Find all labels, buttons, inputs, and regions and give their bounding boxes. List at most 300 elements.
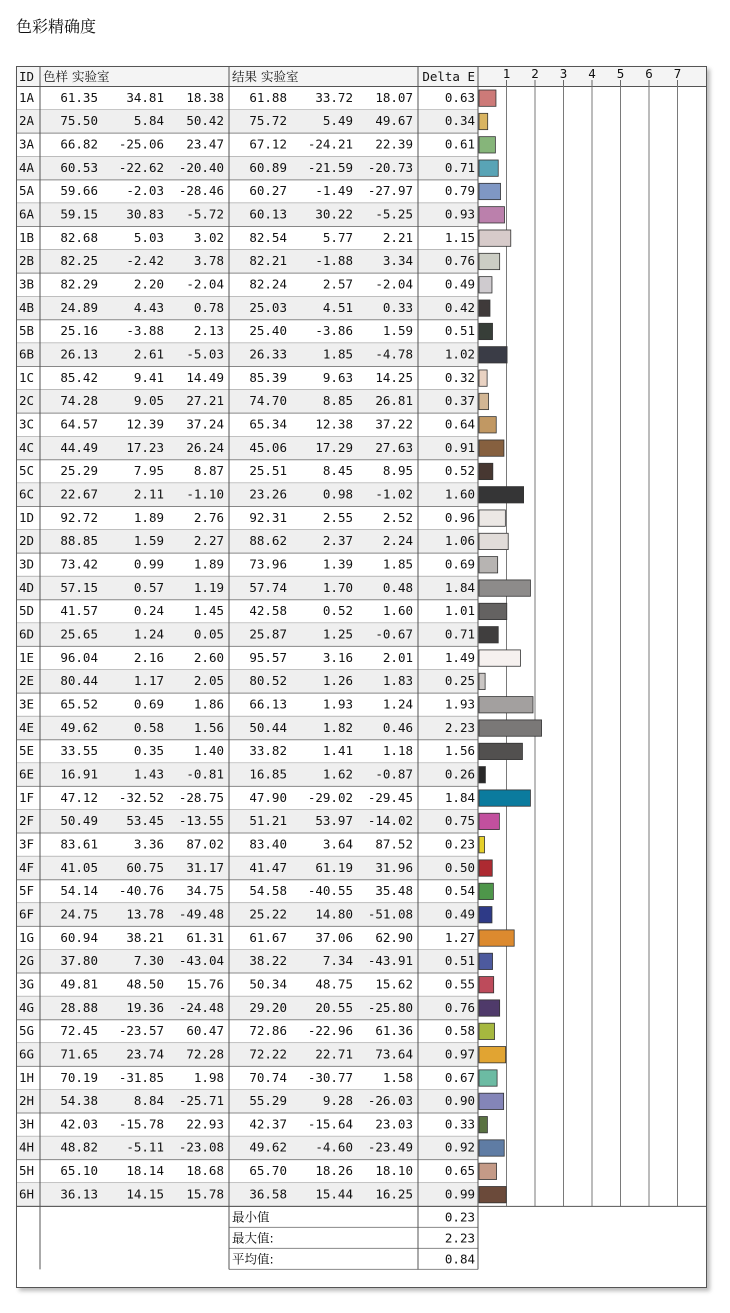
summary-value: 0.84 bbox=[444, 1251, 475, 1267]
sample-lab-value: 82.25 bbox=[60, 253, 98, 269]
sample-lab-value: 2.20 bbox=[133, 276, 164, 292]
sample-lab-value: 16.91 bbox=[60, 766, 98, 782]
sample-lab-value: 61.31 bbox=[186, 929, 224, 945]
delta-e-value: 0.93 bbox=[444, 206, 475, 222]
sample-lab-value: -25.06 bbox=[118, 136, 164, 152]
sample-lab-value: -5.11 bbox=[126, 1139, 164, 1155]
sample-lab-value: 25.29 bbox=[60, 463, 98, 479]
sample-lab-value: 2.16 bbox=[133, 649, 164, 665]
delta-e-value: 0.25 bbox=[444, 673, 475, 689]
result-lab-value: -4.78 bbox=[375, 346, 413, 362]
delta-e-value: 0.52 bbox=[444, 463, 475, 479]
delta-e-bar bbox=[479, 487, 524, 503]
sample-lab-value: 72.45 bbox=[60, 1023, 98, 1039]
sample-lab-value: 1.45 bbox=[193, 603, 224, 619]
result-lab-value: 42.37 bbox=[249, 1116, 287, 1132]
result-lab-value: 18.07 bbox=[375, 89, 413, 105]
sample-lab-value: -15.78 bbox=[118, 1116, 164, 1132]
row-id: 4C bbox=[19, 439, 35, 455]
sample-lab-value: -25.71 bbox=[178, 1093, 224, 1109]
result-lab-value: 8.85 bbox=[322, 393, 353, 409]
sample-lab-value: 4.43 bbox=[133, 299, 164, 315]
sample-lab-value: 96.04 bbox=[60, 649, 98, 665]
result-lab-value: 50.44 bbox=[249, 719, 287, 735]
result-lab-value: 85.39 bbox=[249, 369, 287, 385]
row-id: 1F bbox=[19, 789, 35, 805]
header-sample: 色样 实验室 bbox=[43, 69, 110, 84]
result-lab-value: 92.31 bbox=[249, 509, 287, 525]
row-id: 3G bbox=[19, 976, 35, 992]
delta-e-value: 0.55 bbox=[444, 976, 475, 992]
delta-e-bar bbox=[479, 883, 493, 899]
delta-e-bar bbox=[479, 673, 485, 689]
delta-e-value: 0.71 bbox=[444, 626, 475, 642]
delta-e-value: 1.84 bbox=[444, 789, 475, 805]
row-id: 3H bbox=[19, 1116, 35, 1132]
result-lab-value: -40.55 bbox=[307, 883, 353, 899]
delta-e-value: 1.01 bbox=[444, 603, 475, 619]
delta-e-value: 1.93 bbox=[444, 696, 475, 712]
row-id: 4D bbox=[19, 579, 35, 595]
delta-e-bar bbox=[479, 440, 504, 456]
result-lab-value: 2.55 bbox=[322, 509, 353, 525]
result-lab-value: -5.25 bbox=[375, 206, 413, 222]
delta-e-bar bbox=[479, 1163, 497, 1179]
sample-lab-value: 2.76 bbox=[193, 509, 224, 525]
sample-lab-value: -5.72 bbox=[186, 206, 224, 222]
sample-lab-value: 2.05 bbox=[193, 673, 224, 689]
result-lab-value: 17.29 bbox=[315, 439, 353, 455]
row-id: 1C bbox=[19, 369, 35, 385]
result-lab-value: 95.57 bbox=[249, 649, 287, 665]
result-lab-value: -4.60 bbox=[315, 1139, 353, 1155]
result-lab-value: 37.06 bbox=[315, 929, 353, 945]
result-lab-value: 26.81 bbox=[375, 393, 413, 409]
delta-e-value: 0.92 bbox=[444, 1139, 475, 1155]
sample-lab-value: 3.36 bbox=[133, 836, 164, 852]
delta-e-bar bbox=[479, 183, 501, 199]
result-lab-value: 1.26 bbox=[322, 673, 353, 689]
row-id: 5F bbox=[19, 883, 35, 899]
sample-lab-value: 33.55 bbox=[60, 743, 98, 759]
result-lab-value: 25.87 bbox=[249, 626, 287, 642]
sample-lab-value: 1.56 bbox=[193, 719, 224, 735]
sample-lab-value: 1.59 bbox=[133, 533, 164, 549]
result-lab-value: 55.29 bbox=[249, 1093, 287, 1109]
result-lab-value: 61.67 bbox=[249, 929, 287, 945]
sample-lab-value: 24.89 bbox=[60, 299, 98, 315]
row-id: 6A bbox=[19, 206, 35, 222]
result-lab-value: 82.24 bbox=[249, 276, 287, 292]
sample-lab-value: 66.82 bbox=[60, 136, 98, 152]
sample-lab-value: 1.24 bbox=[133, 626, 164, 642]
result-lab-value: 1.83 bbox=[382, 673, 413, 689]
delta-e-value: 1.02 bbox=[444, 346, 475, 362]
sample-lab-value: 5.84 bbox=[133, 113, 164, 129]
result-lab-value: 18.26 bbox=[315, 1163, 353, 1179]
result-lab-value: 16.85 bbox=[249, 766, 287, 782]
axis-tick-label: 7 bbox=[673, 66, 682, 81]
result-lab-value: 8.95 bbox=[382, 463, 413, 479]
result-lab-value: -1.88 bbox=[315, 253, 353, 269]
result-lab-value: 57.74 bbox=[249, 579, 287, 595]
sample-lab-value: 26.13 bbox=[60, 346, 98, 362]
result-lab-value: 82.21 bbox=[249, 253, 287, 269]
header-id: ID bbox=[19, 69, 35, 84]
sample-lab-value: -3.88 bbox=[126, 323, 164, 339]
result-lab-value: -24.21 bbox=[307, 136, 353, 152]
sample-lab-value: -1.10 bbox=[186, 486, 224, 502]
sample-lab-value: 0.58 bbox=[133, 719, 164, 735]
sample-lab-value: 42.03 bbox=[60, 1116, 98, 1132]
result-lab-value: 3.34 bbox=[382, 253, 413, 269]
delta-e-bar bbox=[479, 533, 508, 549]
delta-e-value: 0.97 bbox=[444, 1046, 475, 1062]
result-lab-value: 14.80 bbox=[315, 906, 353, 922]
result-lab-value: 25.22 bbox=[249, 906, 287, 922]
sample-lab-value: 59.66 bbox=[60, 183, 98, 199]
row-id: 3C bbox=[19, 416, 35, 432]
sample-lab-value: 23.74 bbox=[126, 1046, 164, 1062]
result-lab-value: 25.03 bbox=[249, 299, 287, 315]
delta-e-bar bbox=[479, 1023, 495, 1039]
delta-e-bar bbox=[479, 277, 492, 293]
result-lab-value: 75.72 bbox=[249, 113, 287, 129]
result-lab-value: -29.02 bbox=[307, 789, 353, 805]
sample-lab-value: -13.55 bbox=[178, 813, 224, 829]
summary-label: 平均值: bbox=[232, 1251, 274, 1267]
sample-lab-value: 71.65 bbox=[60, 1046, 98, 1062]
sample-lab-value: 14.49 bbox=[186, 369, 224, 385]
result-lab-value: 0.33 bbox=[382, 299, 413, 315]
sample-lab-value: 48.82 bbox=[60, 1139, 98, 1155]
sample-lab-value: 37.80 bbox=[60, 953, 98, 969]
result-lab-value: 9.63 bbox=[322, 369, 353, 385]
sample-lab-value: 60.94 bbox=[60, 929, 98, 945]
delta-e-value: 1.60 bbox=[444, 486, 475, 502]
delta-e-value: 2.23 bbox=[444, 719, 475, 735]
header-delta: Delta E bbox=[422, 69, 475, 84]
result-lab-value: 1.18 bbox=[382, 743, 413, 759]
delta-e-value: 1.06 bbox=[444, 533, 475, 549]
sample-lab-value: -22.62 bbox=[118, 159, 164, 175]
row-id: 5A bbox=[19, 183, 35, 199]
result-lab-value: 60.13 bbox=[249, 206, 287, 222]
result-lab-value: 37.22 bbox=[375, 416, 413, 432]
delta-e-bar bbox=[479, 930, 514, 946]
result-lab-value: 42.58 bbox=[249, 603, 287, 619]
result-lab-value: 22.71 bbox=[315, 1046, 353, 1062]
sample-lab-value: 15.76 bbox=[186, 976, 224, 992]
sample-lab-value: 0.78 bbox=[193, 299, 224, 315]
row-id: 1A bbox=[19, 89, 35, 105]
delta-e-bar bbox=[479, 767, 485, 783]
delta-e-value: 0.42 bbox=[444, 299, 475, 315]
delta-e-bar bbox=[479, 137, 495, 153]
result-lab-value: 2.21 bbox=[382, 229, 413, 245]
sample-lab-value: 3.02 bbox=[193, 229, 224, 245]
row-id: 4H bbox=[19, 1139, 35, 1155]
row-id: 3E bbox=[19, 696, 35, 712]
delta-e-bar bbox=[479, 1093, 504, 1109]
delta-e-value: 0.90 bbox=[444, 1093, 475, 1109]
sample-lab-value: -0.81 bbox=[186, 766, 224, 782]
row-id: 1E bbox=[19, 649, 35, 665]
result-lab-value: 1.85 bbox=[382, 556, 413, 572]
delta-e-value: 0.50 bbox=[444, 859, 475, 875]
result-lab-value: 61.19 bbox=[315, 859, 353, 875]
sample-lab-value: 74.28 bbox=[60, 393, 98, 409]
result-lab-value: 30.22 bbox=[315, 206, 353, 222]
result-lab-value: 33.82 bbox=[249, 743, 287, 759]
result-lab-value: 61.88 bbox=[249, 89, 287, 105]
delta-e-bar bbox=[479, 1000, 500, 1016]
delta-e-value: 0.49 bbox=[444, 906, 475, 922]
axis-tick-label: 6 bbox=[645, 66, 653, 81]
sample-lab-value: 60.47 bbox=[186, 1023, 224, 1039]
row-id: 5C bbox=[19, 463, 35, 479]
sample-lab-value: 73.42 bbox=[60, 556, 98, 572]
delta-e-value: 1.84 bbox=[444, 579, 475, 595]
result-lab-value: 1.60 bbox=[382, 603, 413, 619]
sample-lab-value: 7.30 bbox=[133, 953, 164, 969]
row-id: 3F bbox=[19, 836, 35, 852]
sample-lab-value: 60.75 bbox=[126, 859, 164, 875]
row-id: 2B bbox=[19, 253, 35, 269]
result-lab-value: 31.96 bbox=[375, 859, 413, 875]
delta-e-value: 0.51 bbox=[444, 953, 475, 969]
sample-lab-value: -28.46 bbox=[178, 183, 224, 199]
row-id: 5E bbox=[19, 743, 35, 759]
delta-e-value: 0.37 bbox=[444, 393, 475, 409]
sample-lab-value: 57.15 bbox=[60, 579, 98, 595]
sample-lab-value: 28.88 bbox=[60, 999, 98, 1015]
result-lab-value: -0.87 bbox=[375, 766, 413, 782]
sample-lab-value: -31.85 bbox=[118, 1069, 164, 1085]
result-lab-value: -22.96 bbox=[307, 1023, 353, 1039]
result-lab-value: 60.27 bbox=[249, 183, 287, 199]
row-id: 6G bbox=[19, 1046, 35, 1062]
sample-lab-value: 2.60 bbox=[193, 649, 224, 665]
row-id: 4B bbox=[19, 299, 35, 315]
result-lab-value: 66.13 bbox=[249, 696, 287, 712]
sample-lab-value: 48.50 bbox=[126, 976, 164, 992]
sample-lab-value: 36.13 bbox=[60, 1186, 98, 1202]
summary-value: 0.23 bbox=[444, 1209, 475, 1225]
delta-e-bar bbox=[479, 720, 542, 736]
sample-lab-value: 1.17 bbox=[133, 673, 164, 689]
sample-lab-value: 13.78 bbox=[126, 906, 164, 922]
sample-lab-value: 9.41 bbox=[133, 369, 164, 385]
delta-e-bar bbox=[479, 837, 485, 853]
delta-e-value: 1.56 bbox=[444, 743, 475, 759]
delta-e-bar bbox=[479, 697, 533, 713]
sample-lab-value: 1.43 bbox=[133, 766, 164, 782]
sample-lab-value: -49.48 bbox=[178, 906, 224, 922]
result-lab-value: 3.16 bbox=[322, 649, 353, 665]
delta-e-bar bbox=[479, 90, 496, 106]
delta-e-value: 0.91 bbox=[444, 439, 475, 455]
sample-lab-value: 38.21 bbox=[126, 929, 164, 945]
row-id: 2C bbox=[19, 393, 35, 409]
sample-lab-value: 75.50 bbox=[60, 113, 98, 129]
delta-e-value: 0.33 bbox=[444, 1116, 475, 1132]
result-lab-value: 38.22 bbox=[249, 953, 287, 969]
sample-lab-value: 9.05 bbox=[133, 393, 164, 409]
row-id: 3A bbox=[19, 136, 35, 152]
result-lab-value: 1.25 bbox=[322, 626, 353, 642]
axis-tick-label: 3 bbox=[559, 66, 568, 81]
result-lab-value: 70.74 bbox=[249, 1069, 287, 1085]
sample-lab-value: 49.81 bbox=[60, 976, 98, 992]
delta-e-bar bbox=[479, 230, 511, 246]
result-lab-value: 33.72 bbox=[315, 89, 353, 105]
sample-lab-value: 50.49 bbox=[60, 813, 98, 829]
result-lab-value: -3.86 bbox=[315, 323, 353, 339]
result-lab-value: 22.39 bbox=[375, 136, 413, 152]
delta-e-bar bbox=[479, 1070, 497, 1086]
sample-lab-value: -32.52 bbox=[118, 789, 164, 805]
result-lab-value: 73.96 bbox=[249, 556, 287, 572]
axis-tick-label: 5 bbox=[616, 66, 625, 81]
sample-lab-value: 1.89 bbox=[193, 556, 224, 572]
result-lab-value: 0.52 bbox=[322, 603, 353, 619]
row-id: 4E bbox=[19, 719, 35, 735]
result-lab-value: -25.80 bbox=[367, 999, 413, 1015]
delta-e-value: 0.51 bbox=[444, 323, 475, 339]
page-title: 色彩精确度 bbox=[16, 17, 97, 36]
sample-lab-value: 5.03 bbox=[133, 229, 164, 245]
delta-e-bar bbox=[479, 1140, 504, 1156]
result-lab-value: 49.62 bbox=[249, 1139, 287, 1155]
result-lab-value: 36.58 bbox=[249, 1186, 287, 1202]
result-lab-value: 88.62 bbox=[249, 533, 287, 549]
sample-lab-value: 17.23 bbox=[126, 439, 164, 455]
delta-e-bar bbox=[479, 813, 499, 829]
sample-lab-value: 65.52 bbox=[60, 696, 98, 712]
sample-lab-value: 2.61 bbox=[133, 346, 164, 362]
result-lab-value: 1.41 bbox=[322, 743, 353, 759]
delta-e-bar bbox=[479, 207, 505, 223]
delta-e-value: 1.27 bbox=[444, 929, 475, 945]
delta-e-value: 0.76 bbox=[444, 999, 475, 1015]
result-lab-value: 50.34 bbox=[249, 976, 287, 992]
result-lab-value: 2.52 bbox=[382, 509, 413, 525]
delta-e-value: 1.15 bbox=[444, 229, 475, 245]
result-lab-value: 18.10 bbox=[375, 1163, 413, 1179]
row-id: 6H bbox=[19, 1186, 35, 1202]
result-lab-value: -27.97 bbox=[367, 183, 413, 199]
result-lab-value: 2.37 bbox=[322, 533, 353, 549]
result-lab-value: 2.01 bbox=[382, 649, 413, 665]
result-lab-value: 16.25 bbox=[375, 1186, 413, 1202]
delta-e-bar bbox=[479, 300, 490, 316]
result-lab-value: 3.64 bbox=[322, 836, 353, 852]
result-lab-value: 1.24 bbox=[382, 696, 413, 712]
sample-lab-value: 27.21 bbox=[186, 393, 224, 409]
sample-lab-value: 18.68 bbox=[186, 1163, 224, 1179]
sample-lab-value: -24.48 bbox=[178, 999, 224, 1015]
sample-lab-value: 88.85 bbox=[60, 533, 98, 549]
sample-lab-value: -20.40 bbox=[178, 159, 224, 175]
result-lab-value: 87.52 bbox=[375, 836, 413, 852]
result-lab-value: -1.02 bbox=[375, 486, 413, 502]
delta-e-value: 0.67 bbox=[444, 1069, 475, 1085]
delta-e-bar bbox=[479, 1117, 487, 1133]
sample-lab-value: 85.42 bbox=[60, 369, 98, 385]
sample-lab-value: 22.67 bbox=[60, 486, 98, 502]
result-lab-value: 26.33 bbox=[249, 346, 287, 362]
delta-e-bar bbox=[479, 603, 507, 619]
sample-lab-value: 23.47 bbox=[186, 136, 224, 152]
result-lab-value: 72.86 bbox=[249, 1023, 287, 1039]
axis-tick-label: 2 bbox=[531, 66, 539, 81]
delta-e-value: 0.26 bbox=[444, 766, 475, 782]
delta-e-bar bbox=[479, 557, 498, 573]
result-lab-value: 9.28 bbox=[322, 1093, 353, 1109]
sample-lab-value: 1.98 bbox=[193, 1069, 224, 1085]
delta-e-value: 0.76 bbox=[444, 253, 475, 269]
result-lab-value: 51.21 bbox=[249, 813, 287, 829]
sample-lab-value: -23.57 bbox=[118, 1023, 164, 1039]
delta-e-value: 0.61 bbox=[444, 136, 475, 152]
delta-e-value: 0.79 bbox=[444, 183, 475, 199]
result-lab-value: 72.22 bbox=[249, 1046, 287, 1062]
result-lab-value: 47.90 bbox=[249, 789, 287, 805]
sample-lab-value: 92.72 bbox=[60, 509, 98, 525]
row-id: 2A bbox=[19, 113, 35, 129]
sample-lab-value: 8.84 bbox=[133, 1093, 164, 1109]
delta-e-value: 0.32 bbox=[444, 369, 475, 385]
delta-e-value: 0.99 bbox=[444, 1186, 475, 1202]
row-id: 5H bbox=[19, 1163, 35, 1179]
sample-lab-value: 34.81 bbox=[126, 89, 164, 105]
result-lab-value: 1.85 bbox=[322, 346, 353, 362]
sample-lab-value: 24.75 bbox=[60, 906, 98, 922]
sample-lab-value: 26.24 bbox=[186, 439, 224, 455]
result-lab-value: 67.12 bbox=[249, 136, 287, 152]
sample-lab-value: -23.08 bbox=[178, 1139, 224, 1155]
sample-lab-value: -28.75 bbox=[178, 789, 224, 805]
delta-e-bar bbox=[479, 580, 530, 596]
row-id: 6C bbox=[19, 486, 35, 502]
sample-lab-value: 1.19 bbox=[193, 579, 224, 595]
sample-lab-value: 53.45 bbox=[126, 813, 164, 829]
result-lab-value: -30.77 bbox=[307, 1069, 353, 1085]
row-id: 2H bbox=[19, 1093, 35, 1109]
header-result: 结果 实验室 bbox=[232, 69, 299, 84]
row-id: 5B bbox=[19, 323, 35, 339]
axis-tick-label: 1 bbox=[502, 66, 511, 81]
result-lab-value: 1.59 bbox=[382, 323, 413, 339]
sample-lab-value: 3.78 bbox=[193, 253, 224, 269]
sample-lab-value: 1.40 bbox=[193, 743, 224, 759]
sample-lab-value: 0.05 bbox=[193, 626, 224, 642]
sample-lab-value: 8.87 bbox=[193, 463, 224, 479]
result-lab-value: 23.26 bbox=[249, 486, 287, 502]
result-lab-value: 0.46 bbox=[382, 719, 413, 735]
sample-lab-value: 1.86 bbox=[193, 696, 224, 712]
row-id: 1H bbox=[19, 1069, 35, 1085]
delta-e-bar bbox=[479, 510, 505, 526]
sample-lab-value: 54.14 bbox=[60, 883, 98, 899]
delta-e-bar bbox=[479, 323, 493, 339]
sample-lab-value: 22.93 bbox=[186, 1116, 224, 1132]
sample-lab-value: 87.02 bbox=[186, 836, 224, 852]
result-lab-value: 25.40 bbox=[249, 323, 287, 339]
sample-lab-value: 30.83 bbox=[126, 206, 164, 222]
delta-e-bar bbox=[479, 650, 520, 666]
